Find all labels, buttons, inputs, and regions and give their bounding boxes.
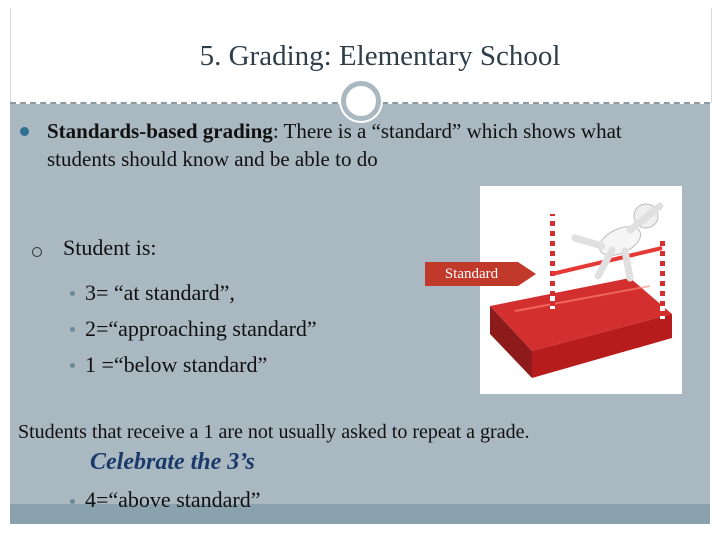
slide-title: 5. Grading: Elementary School	[199, 40, 561, 72]
grade-list	[70, 275, 317, 383]
arrow-icon	[518, 262, 536, 286]
bullet1-text: : There is a “standard” which shows what students should know and be able to do	[47, 119, 622, 171]
bullet-dot-icon	[70, 327, 75, 332]
celebrate-heading: Celebrate the 3’s	[90, 449, 255, 475]
hurdle-figure-svg	[480, 186, 682, 394]
standard-label: Standard	[425, 262, 518, 286]
bullet-standards-based-grading	[22, 117, 662, 173]
list-item: 1 =“below standard”	[70, 347, 317, 383]
bullet-dot-icon	[70, 291, 75, 296]
bullet1-bold: Standards-based grading	[47, 119, 273, 143]
list-item: 2=“approaching standard”	[70, 311, 317, 347]
bullet-dot-icon	[70, 363, 75, 368]
repeat-grade-note: Students that receive a 1 are not usually asked to repeat a grade.	[18, 421, 530, 443]
above-standard-item: 4=“above standard”	[70, 487, 261, 513]
list-item: 3= “at standard”,	[70, 275, 317, 311]
ring-bullet-icon	[32, 247, 42, 257]
bullet-dot-icon	[20, 127, 29, 136]
bullet-dot-icon	[70, 499, 75, 504]
hurdle-figure-illustration	[480, 186, 682, 394]
student-is-heading: Student is:	[63, 235, 157, 260]
circle-ornament-icon	[341, 81, 381, 121]
